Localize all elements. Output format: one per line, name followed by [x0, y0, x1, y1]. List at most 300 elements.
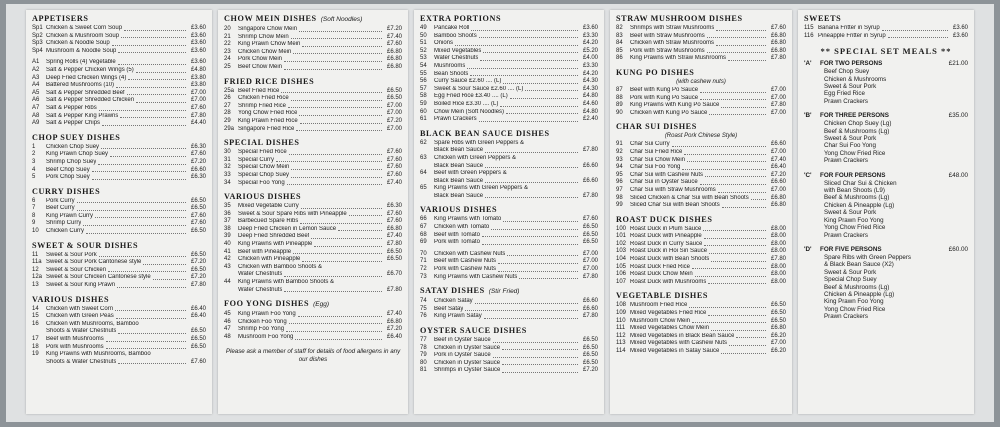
item-name: Deep Fried Chicken Wings (4) [46, 74, 127, 81]
item-name: Prawn Crackers [434, 116, 477, 123]
item-name: Pork with Tomato [434, 239, 480, 246]
menu-item [224, 233, 402, 241]
leader-dots [324, 264, 382, 270]
menu-item [32, 120, 206, 128]
item-name: Salt & Pepper King Prawns [46, 112, 119, 119]
item-code: 73 [420, 273, 427, 280]
item-price: £7.00 [190, 97, 206, 104]
item-code: 38 [224, 225, 231, 232]
menu-item [616, 241, 786, 249]
leader-dots [284, 56, 382, 62]
item-price: £6.50 [582, 224, 598, 231]
item-code: 101 [616, 233, 627, 240]
item-price: £7.20 [386, 117, 402, 124]
item-name: Shrimps in Oyster Sauce [434, 367, 501, 374]
item-code: 55 [420, 70, 427, 77]
menu-item [32, 306, 206, 314]
leader-dots [276, 157, 382, 163]
menu-item [32, 151, 206, 159]
set-meal-dish: Yong Chow Fried Rice [824, 305, 886, 313]
section-title [224, 138, 402, 148]
menu-item [420, 185, 598, 193]
item-code: 48 [224, 334, 231, 340]
menu-item [32, 328, 206, 336]
item-code: 9 [32, 220, 36, 227]
item-name: King Prawns with Mushrooms, Bamboo [46, 351, 151, 358]
section-title [32, 295, 206, 305]
item-code: 41 [224, 248, 231, 255]
menu-item [420, 352, 598, 360]
menu-item [616, 179, 786, 187]
item-code: 61 [420, 116, 427, 123]
item-code: 22 [224, 41, 231, 48]
item-name: Mixed Vegetables Fried Rice [630, 310, 707, 317]
set-label: 'D' [804, 245, 812, 253]
leader-dots [281, 88, 382, 94]
item-name: Chicken with Bamboo Shoots & [238, 263, 323, 270]
item-price: £3.80 [190, 82, 206, 89]
item-code: 108 [616, 302, 627, 309]
item-code: 104 [616, 256, 627, 263]
item-price: £6.50 [190, 251, 206, 258]
menu-item [616, 233, 786, 241]
item-price: £6.40 [190, 305, 206, 312]
menu-item [32, 40, 206, 48]
item-code: 12a [32, 274, 43, 281]
leader-dots [687, 157, 766, 163]
item-price: £7.80 [770, 256, 786, 263]
leader-dots [709, 110, 766, 116]
item-price: £8.00 [770, 271, 786, 278]
leader-dots [291, 95, 382, 101]
item-name: Sweet & Sour Chicken Cantonese style [46, 274, 151, 281]
set-meal-dish: King Prawn Foo Yong [824, 216, 884, 224]
item-name: Special Chow Mein [238, 164, 290, 171]
item-price: £3.60 [190, 25, 206, 31]
leader-dots [153, 351, 186, 357]
item-price: £7.80 [190, 282, 206, 289]
item-name: Char Sui with Cashew Nuts [630, 171, 704, 178]
leader-dots [692, 318, 766, 324]
item-name: Salt & Pepper Ribs [46, 104, 97, 111]
menu-item [32, 213, 206, 221]
section-note: (with cashew nuts) [676, 78, 726, 85]
section-title-text: FOO YONG DISHES [224, 299, 310, 309]
section-title-text: SWEET & SOUR DISHES [32, 240, 139, 250]
item-price: £3.60 [952, 32, 968, 39]
set-meal-dish: Beef & Mushrooms (Lg) [824, 283, 890, 291]
item-name: Bean Shoots [434, 70, 469, 77]
menu-item [420, 298, 598, 306]
leader-dots [48, 55, 186, 57]
menu-item [616, 87, 786, 95]
item-name: Egg Fried Rice £3.40 .... (L) [434, 93, 508, 100]
item-price: £3.60 [190, 40, 206, 47]
menu-section [224, 192, 402, 294]
menu-section [616, 215, 786, 287]
menu-item [224, 326, 402, 334]
item-price: £6.50 [190, 328, 206, 335]
item-name: Char Sui in Oyster Sauce [630, 179, 698, 186]
menu-item [32, 97, 206, 105]
section-title [224, 14, 402, 25]
section-title [420, 14, 598, 24]
menu-item [32, 267, 206, 275]
leader-dots [349, 211, 382, 217]
menu-item [616, 340, 786, 348]
menu-item [420, 25, 598, 33]
item-name: Beef Chow Mein [238, 63, 283, 70]
set-meal-dish: Sweet & Sour Pork [824, 135, 877, 143]
item-name: King Prawns with Straw Mushrooms [630, 55, 727, 62]
item-code: A4 [32, 82, 40, 89]
item-name: Roast Duck with Bean Shoots [630, 256, 710, 263]
item-price [384, 279, 402, 287]
item-code: 19 [32, 351, 39, 358]
item-name: Sweet & Sour Spare Ribs with Pineapple [238, 210, 347, 217]
section-title-text: SATAY DISHES [420, 286, 485, 296]
item-code: 10 [32, 228, 39, 235]
item-code: 107 [616, 278, 627, 285]
menu-item [616, 33, 786, 41]
item-price: £7.60 [190, 220, 206, 227]
item-code: Sp4 [32, 47, 43, 54]
set-price: £35.00 [948, 112, 968, 120]
leader-dots [121, 33, 186, 39]
menu-item [420, 216, 598, 224]
leader-dots [302, 256, 382, 262]
item-name: Mushroom Chow Mein [630, 317, 691, 324]
item-price: £6.40 [770, 164, 786, 171]
item-price: £7.80 [386, 241, 402, 248]
menu-item [32, 59, 206, 67]
menu-panel-4 [610, 10, 792, 414]
item-code: 96 [616, 179, 623, 186]
leader-dots [479, 116, 578, 122]
item-price: £4.40 [190, 120, 206, 127]
menu-item [616, 48, 786, 56]
leader-dots [110, 151, 186, 157]
set-meal [804, 112, 968, 164]
leader-dots [314, 241, 382, 247]
item-name: Chicken with Green Peppers & [434, 154, 517, 161]
item-price: £7.00 [582, 258, 598, 265]
menu-item [616, 40, 786, 48]
leader-dots [293, 49, 382, 55]
leader-dots [721, 348, 766, 354]
menu-item [224, 34, 402, 42]
item-price: £6.20 [770, 332, 786, 339]
menu-item [224, 319, 402, 327]
set-meals-title: ** SPECIAL SET MEALS ** [820, 46, 952, 57]
item-code: 105 [616, 263, 627, 270]
leader-dots [509, 170, 578, 176]
set-meal-dish: Special Chop Suey [824, 276, 877, 284]
section-title [420, 129, 598, 139]
item-name: Mixed Vegetable Curry [238, 203, 299, 210]
menu-item [420, 224, 598, 232]
item-name: Sweet & Sour Sauce £2.60 .... (L) [434, 85, 524, 92]
set-meal-dish: Sliced Char Sui & Chicken [824, 179, 897, 187]
menu-item [616, 95, 786, 103]
item-price: £7.20 [190, 259, 206, 266]
item-name: Mushrooms [434, 62, 466, 69]
section-title-text: OYSTER SAUCE DISHES [420, 326, 527, 335]
item-price: £7.60 [190, 212, 206, 219]
item-code: 17 [32, 336, 39, 342]
menu-item [224, 49, 402, 57]
item-name: Beef with Green Peppers & [434, 170, 507, 177]
item-name: Chicken Satay [434, 298, 473, 305]
leader-dots [485, 193, 578, 199]
leader-dots [482, 239, 578, 245]
item-code: 110 [616, 317, 626, 324]
set-meal-dish: & Black Bean Sauce (X2) [824, 261, 894, 269]
leader-dots [295, 334, 382, 340]
item-code: 82 [616, 25, 623, 31]
menu-item [32, 321, 206, 329]
set-meal-header [804, 112, 968, 120]
leader-dots [716, 40, 766, 46]
menu-item [420, 266, 598, 274]
item-code: 56 [420, 78, 427, 85]
leader-dots [700, 95, 766, 101]
section-title-text: CHOW MEIN DISHES [224, 14, 317, 23]
item-name: Beef Satay [434, 305, 464, 312]
item-name: Chicken with Mushrooms, Bamboo [46, 320, 139, 327]
leader-dots [729, 340, 766, 346]
item-name: Roast Duck in Plum Sauce [630, 225, 702, 232]
item-name: Deep Fried Chicken in Lemon Sauce [238, 225, 337, 232]
item-name: Chicken Curry [46, 228, 85, 235]
set-meal-dish: Beef Chop Suey [824, 68, 870, 76]
item-name: Onions [434, 40, 454, 47]
leader-dots [284, 271, 382, 277]
item-code: 95 [616, 171, 623, 178]
item-name: King Prawn Foo Yong [238, 311, 296, 318]
item-price: £6.80 [770, 202, 786, 209]
item-name: Beef Curry [46, 205, 75, 212]
leader-dots [736, 333, 766, 339]
item-code: 11a [32, 259, 42, 266]
menu-item [32, 313, 206, 321]
item-name: King Prawns with Pineapple [238, 241, 313, 248]
leader-dots [116, 82, 186, 88]
item-price: £7.00 [770, 109, 786, 116]
item-code: 89 [616, 102, 623, 109]
item-name: Pork with Straw Mushrooms [630, 47, 705, 54]
item-name: King Prawn Satay [434, 313, 482, 320]
item-code: 27 [224, 102, 231, 109]
menu-section [420, 205, 598, 281]
leader-dots [708, 310, 766, 316]
item-name: Shrimps with Straw Mushrooms [630, 25, 715, 31]
item-name: Special Fried Rice [238, 149, 287, 156]
item-price: £6.80 [386, 63, 402, 70]
menu-item [32, 33, 206, 41]
item-price: £6.60 [770, 179, 786, 186]
menu-column-5 [804, 14, 968, 328]
item-code: 39 [224, 233, 231, 240]
leader-dots [482, 232, 578, 238]
item-price: £6.70 [386, 271, 402, 278]
leader-dots [709, 248, 766, 254]
menu-section [616, 122, 786, 209]
item-name: Chicken & Noodle Soup [46, 40, 110, 47]
menu-section [32, 133, 206, 182]
item-price [580, 185, 598, 193]
menu-item [616, 157, 786, 165]
item-code: A7 [32, 104, 40, 111]
item-price: £6.80 [386, 56, 402, 63]
leader-dots [695, 271, 766, 277]
item-name: Beef with Straw Mushrooms [630, 32, 705, 39]
item-name: King Prawn Chow Mein [238, 41, 301, 48]
menu-item [616, 302, 786, 310]
item-code [420, 178, 434, 186]
set-title: FOR TWO PERSONS [820, 60, 883, 68]
item-name: Beef with Kung Po Sauce [630, 86, 699, 93]
item-price: £7.00 [770, 94, 786, 101]
set-meal [804, 172, 968, 239]
leader-dots [500, 101, 578, 107]
item-name: Black Bean Sauce [434, 177, 484, 184]
item-code: Sp3 [32, 40, 43, 47]
menu-item [224, 149, 402, 157]
leader-dots [289, 319, 382, 325]
menu-item [420, 109, 598, 117]
item-price: £6.20 [770, 348, 786, 354]
item-name: Chicken Fried Rice [238, 95, 289, 102]
leader-dots [296, 126, 382, 132]
menu-item [224, 334, 402, 342]
leader-dots [118, 48, 186, 54]
item-name: Special Curry [238, 156, 275, 163]
leader-dots [436, 247, 578, 249]
item-name: Pork Curry [46, 197, 75, 204]
leader-dots [112, 40, 186, 46]
item-code: 93 [616, 156, 623, 163]
item-price: £7.00 [770, 186, 786, 193]
item-code: 47 [224, 326, 231, 333]
set-title: FOR FIVE PERSONS [820, 245, 882, 253]
leader-dots [711, 256, 766, 262]
menu-section [420, 14, 598, 124]
menu-item [420, 86, 598, 94]
set-meal-header [804, 60, 968, 68]
item-name: King Prawn Fried Rice [238, 117, 298, 124]
leader-dots [518, 155, 578, 161]
item-code: Sp2 [32, 32, 43, 39]
item-name: Shrimp Chow Mein [238, 33, 289, 40]
item-code: 35 [224, 203, 231, 210]
leader-dots [98, 159, 186, 165]
section-title-text: APPETISERS [32, 14, 89, 23]
item-name: Sweet & Sour Pork [46, 251, 97, 258]
item-code: 116 [804, 32, 814, 39]
item-name: Singapore Fried Rice [238, 125, 295, 132]
menu-item [420, 40, 598, 48]
leader-dots [503, 78, 578, 84]
item-price: £7.00 [770, 86, 786, 93]
leader-dots [301, 203, 382, 209]
section-title [224, 77, 402, 87]
item-name: Sweet & Sour King Prawn [46, 282, 116, 289]
item-price [188, 351, 206, 359]
set-label: 'B' [804, 112, 812, 120]
section-title [616, 291, 786, 301]
item-code: 111 [616, 325, 626, 332]
menu-item [420, 116, 598, 124]
item-code [420, 193, 434, 201]
menu-item [616, 256, 786, 264]
set-meal-dish: Beef & Mushrooms (Lg) [824, 194, 890, 202]
item-code: 2 [32, 151, 36, 158]
item-name: King Prawns with Bamboo Shoots & [238, 279, 335, 286]
item-price: £6.50 [770, 317, 786, 324]
item-code: 72 [420, 266, 427, 273]
menu-item [616, 226, 786, 234]
leader-dots [475, 298, 578, 304]
leader-dots [493, 352, 578, 358]
item-name: Mushroom Foo Yong [238, 334, 294, 340]
leader-dots [311, 233, 382, 239]
item-code: 86 [616, 55, 623, 62]
leader-dots [498, 258, 578, 264]
item-price: £6.60 [582, 298, 598, 305]
menu-item [420, 251, 598, 259]
item-name: Pancake Roll [434, 25, 470, 31]
item-code: 98 [616, 194, 623, 201]
set-price: £60.00 [948, 245, 968, 253]
item-price: £4.80 [190, 66, 206, 73]
menu-item [224, 256, 402, 264]
menu-item [224, 271, 402, 279]
item-price: £7.60 [386, 156, 402, 163]
menu-item [224, 126, 402, 134]
menu-item [224, 157, 402, 165]
set-meal-dish: Beef & Mushrooms (Lg) [824, 127, 890, 135]
item-name: Banana Fritter in Syrup [818, 25, 880, 31]
menu-item [224, 26, 402, 34]
menu-column-3 [420, 14, 598, 380]
section-title-text: FRIED RICE DISHES [224, 76, 315, 86]
item-price: £4.20 [582, 70, 598, 77]
item-price: £7.20 [770, 171, 786, 178]
item-code: 76 [420, 313, 427, 320]
leader-dots [722, 202, 766, 208]
item-code: 97 [616, 186, 623, 193]
leader-dots [298, 311, 382, 317]
item-name: Black Bean Sauce [434, 162, 484, 169]
item-price: £6.50 [582, 352, 598, 359]
menu-board [6, 4, 994, 422]
item-code: 77 [420, 337, 427, 343]
item-code: 14 [32, 305, 39, 312]
section-note: (Roast Pork Chinese Style) [664, 133, 738, 140]
item-price: £7.60 [770, 25, 786, 31]
leader-dots [99, 252, 186, 258]
item-name: Beef in Oyster Sauce [434, 337, 491, 343]
section-title-text: VEGETABLE DISHES [616, 291, 709, 301]
item-name: Water Chestnuts [238, 271, 283, 278]
item-name: Deep Fried Shredded Beef [238, 233, 310, 240]
item-name: Chicken & Sweet Corn Soup [46, 25, 123, 31]
item-name: Char Sui Foo Yong [630, 164, 681, 171]
item-price: £6.50 [582, 337, 598, 343]
menu-section [32, 14, 206, 128]
menu-item [420, 345, 598, 353]
